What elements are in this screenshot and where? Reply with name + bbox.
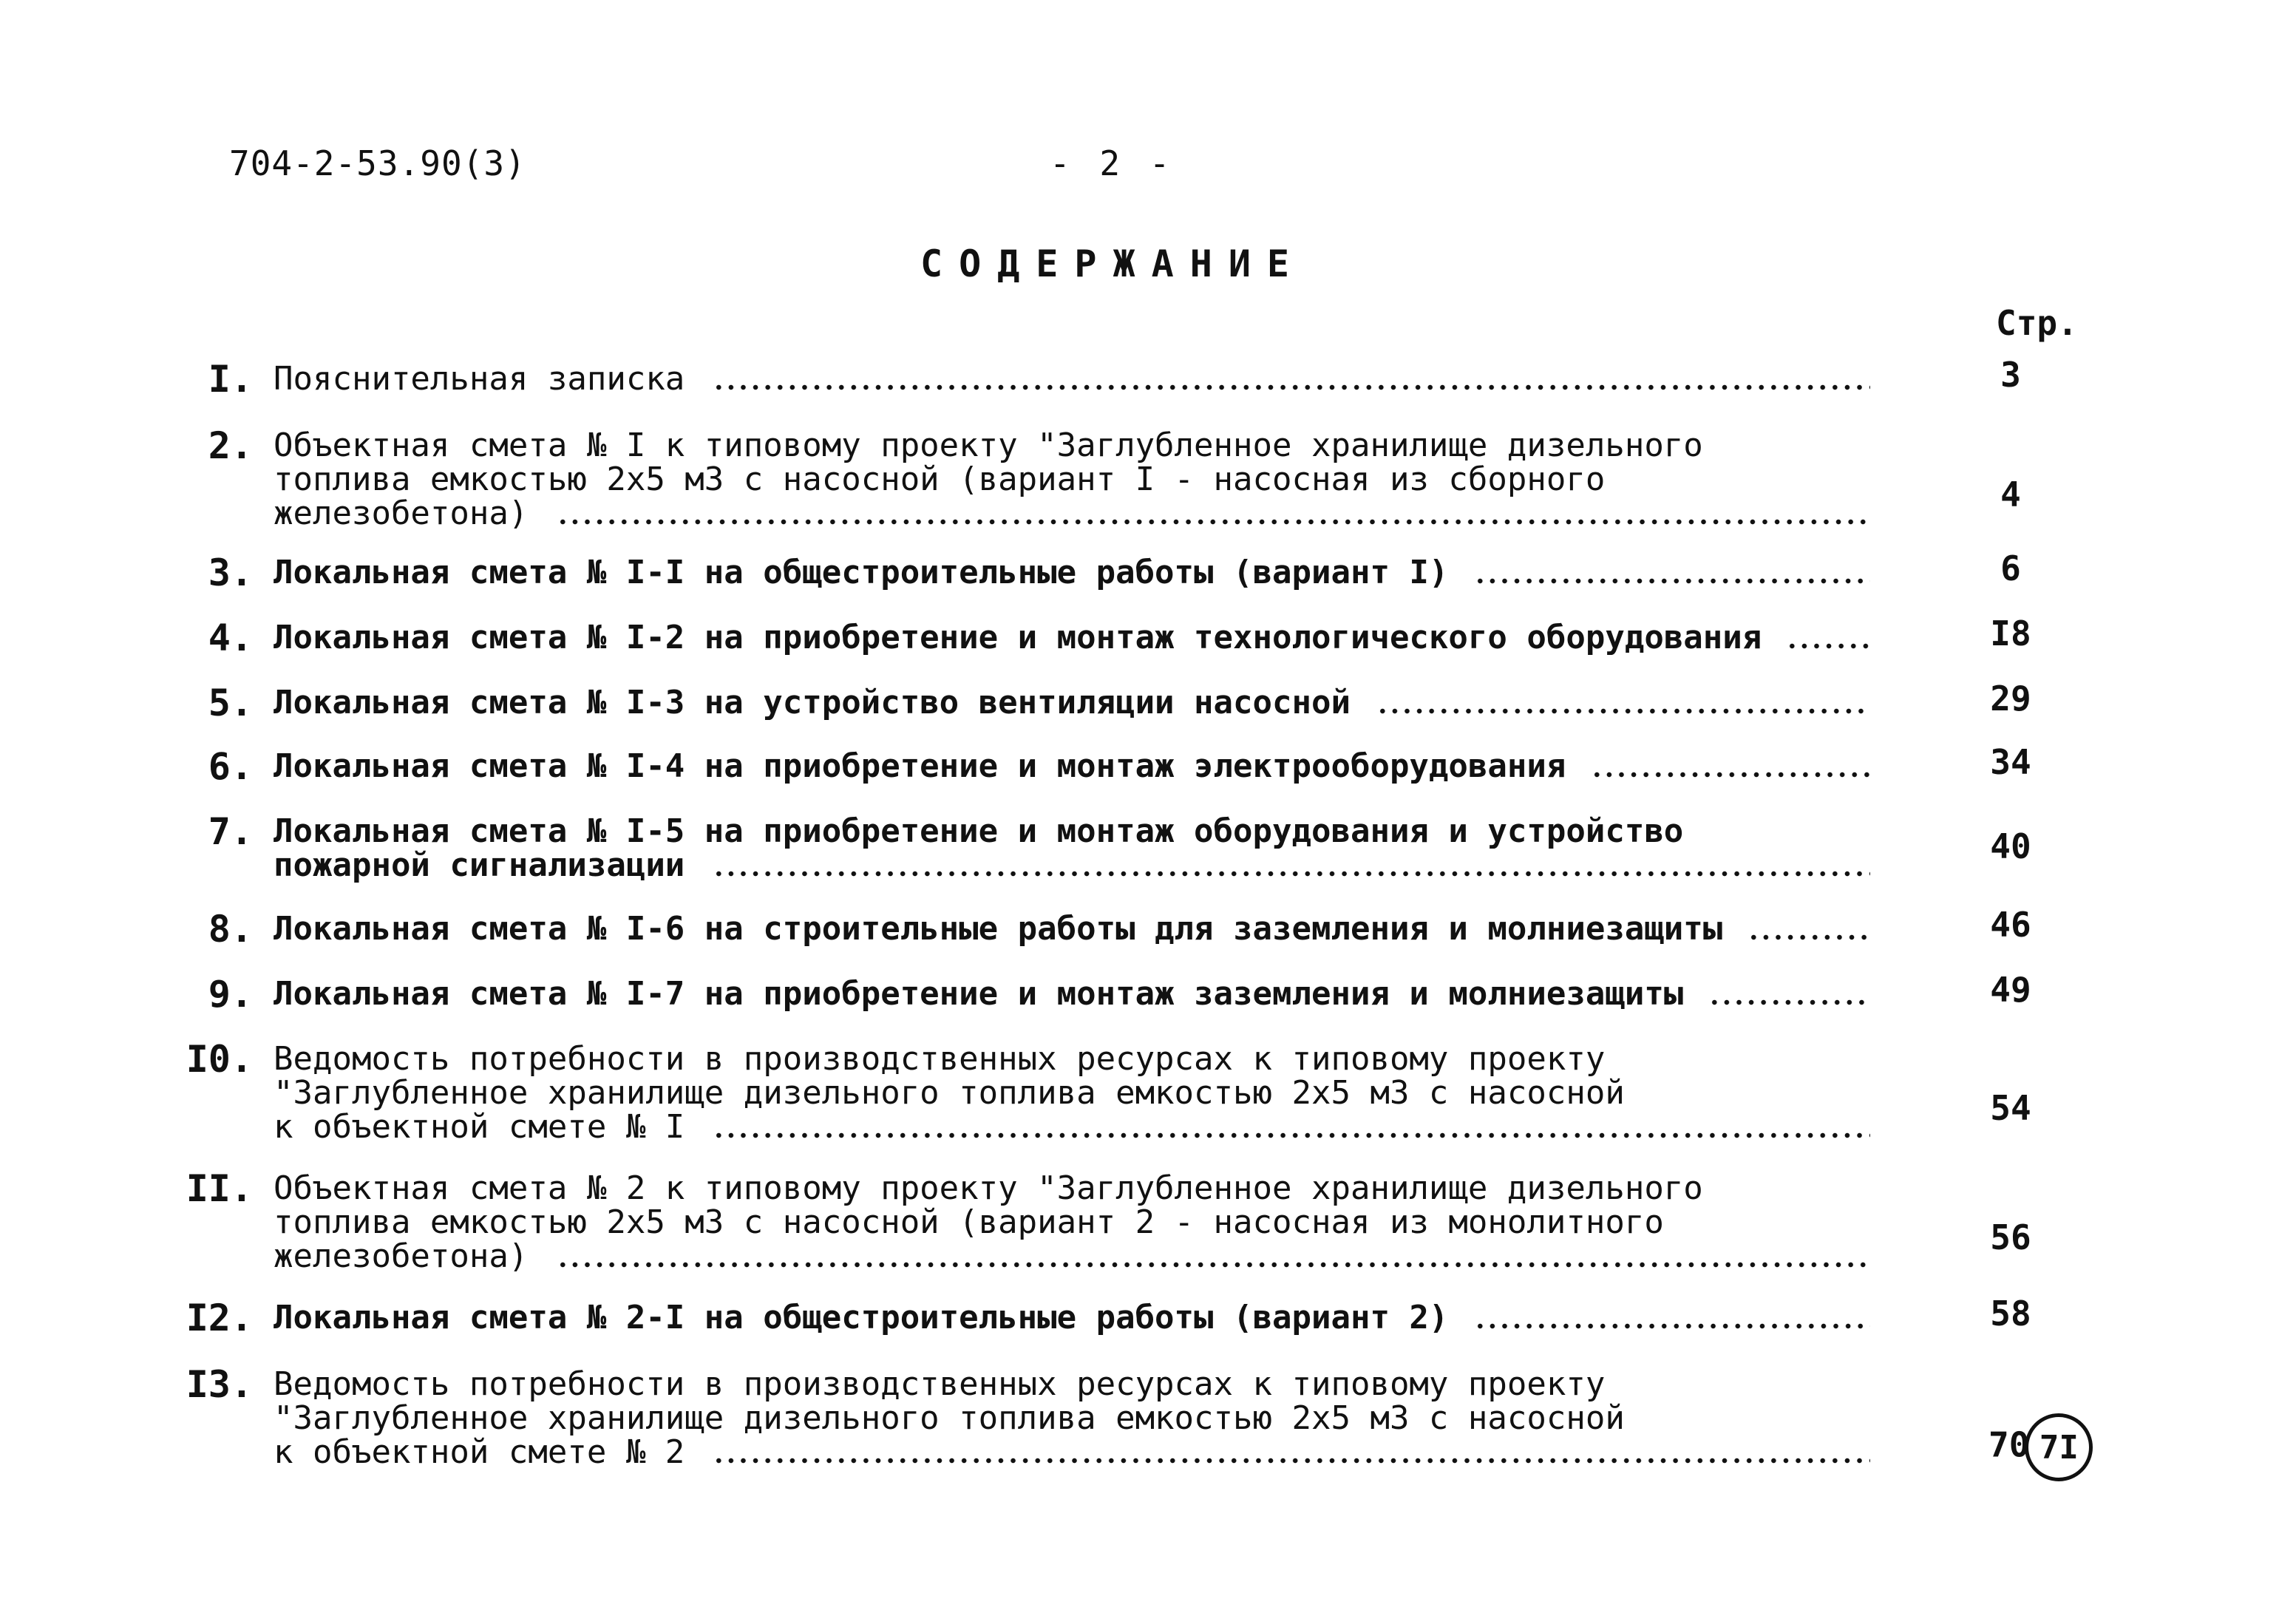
dot-leader [1708,999,1870,1005]
toc-item-text: Локальная смета № I-7 на приобретение и монтаж заземления и молниезащиты [274,975,1684,1013]
toc-item-number: 5. [208,682,253,724]
toc-item [185,905,2122,951]
toc-item-text: Ведомость потребности в производственных ресурсах к типовому проекту [274,1365,1606,1403]
dot-leader [713,1458,1870,1464]
page-ref: 29 [1990,679,2031,718]
toc-item-page [1988,1413,2093,1481]
toc-item-page [1966,548,2055,588]
dot-leader [1591,772,1870,778]
dot-leader [557,1262,1870,1268]
toc-item-text: железобетона) [274,1237,529,1275]
toc-item [185,1363,2122,1471]
page-column-header: Стр. [1996,303,2078,343]
toc-item-number: 8. [208,908,253,951]
toc-item-page [1966,679,2055,718]
dot-leader [713,871,1870,877]
page-ref: 3 [2000,355,2021,395]
toc-item [185,679,2122,724]
toc-item-text: к объектной смете № I [274,1108,685,1146]
page-ref: 6 [2000,548,2021,588]
page-ref: 58 [1990,1294,2031,1333]
dot-leader [1748,934,1870,940]
toc-item [185,1294,2122,1339]
toc-item [185,424,2122,532]
toc-item-number: I2. [186,1297,253,1339]
toc-item [185,355,2122,401]
page-ref: 40 [1990,826,2031,866]
dot-leader [713,384,1870,390]
page-ref: 54 [1990,1088,2031,1128]
toc-item-text: топлива емкостью 2х5 м3 с насосной (вариант I - насосная из сборного [274,461,1606,498]
toc-item-number: II. [186,1167,253,1210]
toc-item-text: Ведомость потребности в производственных ресурсах к типовому проекту [274,1040,1606,1078]
dot-leader [1786,643,1870,649]
page-ref: 49 [1990,970,2031,1010]
dot-leader [1376,708,1870,714]
toc-item-number: I. [208,358,253,401]
toc-item-number: I3. [186,1363,253,1406]
toc-item-number: 6. [208,745,253,788]
toc-item-text: пожарной сигнализации [274,846,685,884]
page-title: СОДЕРЖАНИЕ [920,242,1306,285]
toc-item [185,742,2122,788]
toc-item-text: "Заглубленное хранилище дизельного топлива емкостью 2х5 м3 с насосной [274,1074,1625,1112]
toc-item-page [1966,826,2055,866]
toc-item-text: Локальная смета № I-6 на строительные работы для заземления и молниезащиты [274,910,1723,948]
toc-item [185,548,2122,594]
toc-item-number: 3. [208,551,253,594]
toc-item-text: Пояснительная записка [274,360,685,398]
toc-item [185,1038,2122,1146]
page-ref: 70 [1988,1424,2030,1465]
toc-item-text: Локальная смета № 2-I на общестроительные работы (вариант 2) [274,1299,1449,1336]
toc-item [185,614,2122,659]
toc-item-number: 2. [208,424,253,467]
toc-item [185,970,2122,1016]
toc-item-page [1966,1294,2055,1333]
toc-item-page [1966,355,2055,395]
toc-item-page [1966,905,2055,945]
toc-item-page [1966,970,2055,1010]
toc-item-page [1966,475,2055,514]
toc-item-text: Объектная смета № 2 к типовому проекту "Заглубленное хранилище дизельного [274,1169,1703,1207]
toc-item [185,1167,2122,1275]
toc-item-number: 7. [208,810,253,853]
toc-item-text: "Заглубленное хранилище дизельного топлива емкостью 2х5 м3 с насосной [274,1399,1625,1437]
toc-item-page [1966,742,2055,782]
dot-leader [557,519,1870,525]
toc-item-text: к объектной смете № 2 [274,1433,685,1471]
page-ref: I8 [1990,614,2031,653]
page-ref: 4 [2000,475,2021,514]
toc-item-text: Локальная смета № I-I на общестроительные работы (вариант I) [274,554,1449,591]
page-number: - 2 - [1050,143,1175,183]
toc-item-text: Локальная смета № I-2 на приобретение и монтаж технологического оборудования [274,619,1762,656]
toc-item-text: Объектная смета № I к типовому проекту "Заглубленное хранилище дизельного [274,427,1703,464]
toc-item-text: Локальная смета № I-4 на приобретение и монтаж электрооборудования [274,747,1566,785]
toc-item-text: железобетона) [274,495,529,532]
circled-page-ref: 7I [2025,1413,2093,1481]
dot-leader [1474,578,1870,584]
toc-item-number: 4. [208,616,253,659]
document-number: 704-2-53.90(3) [229,143,526,183]
page-ref: 56 [1990,1217,2031,1257]
toc-item-number: I0. [186,1038,253,1081]
toc-item-number: 9. [208,973,253,1016]
toc-item-page [1966,614,2055,653]
page-ref: 34 [1990,742,2031,782]
dot-leader [1474,1323,1870,1329]
toc-item-text: Локальная смета № I-5 на приобретение и монтаж оборудования и устройство [274,812,1684,850]
toc-item-text: Локальная смета № I-3 на устройство вентиляции насосной [274,684,1351,721]
toc-item-page [1966,1217,2055,1257]
page-ref: 46 [1990,905,2031,945]
toc-item [185,810,2122,884]
toc-item-text: топлива емкостью 2х5 м3 с насосной (вариант 2 - насосная из монолитного [274,1203,1664,1241]
dot-leader [713,1132,1870,1138]
toc-item-page [1966,1088,2055,1128]
